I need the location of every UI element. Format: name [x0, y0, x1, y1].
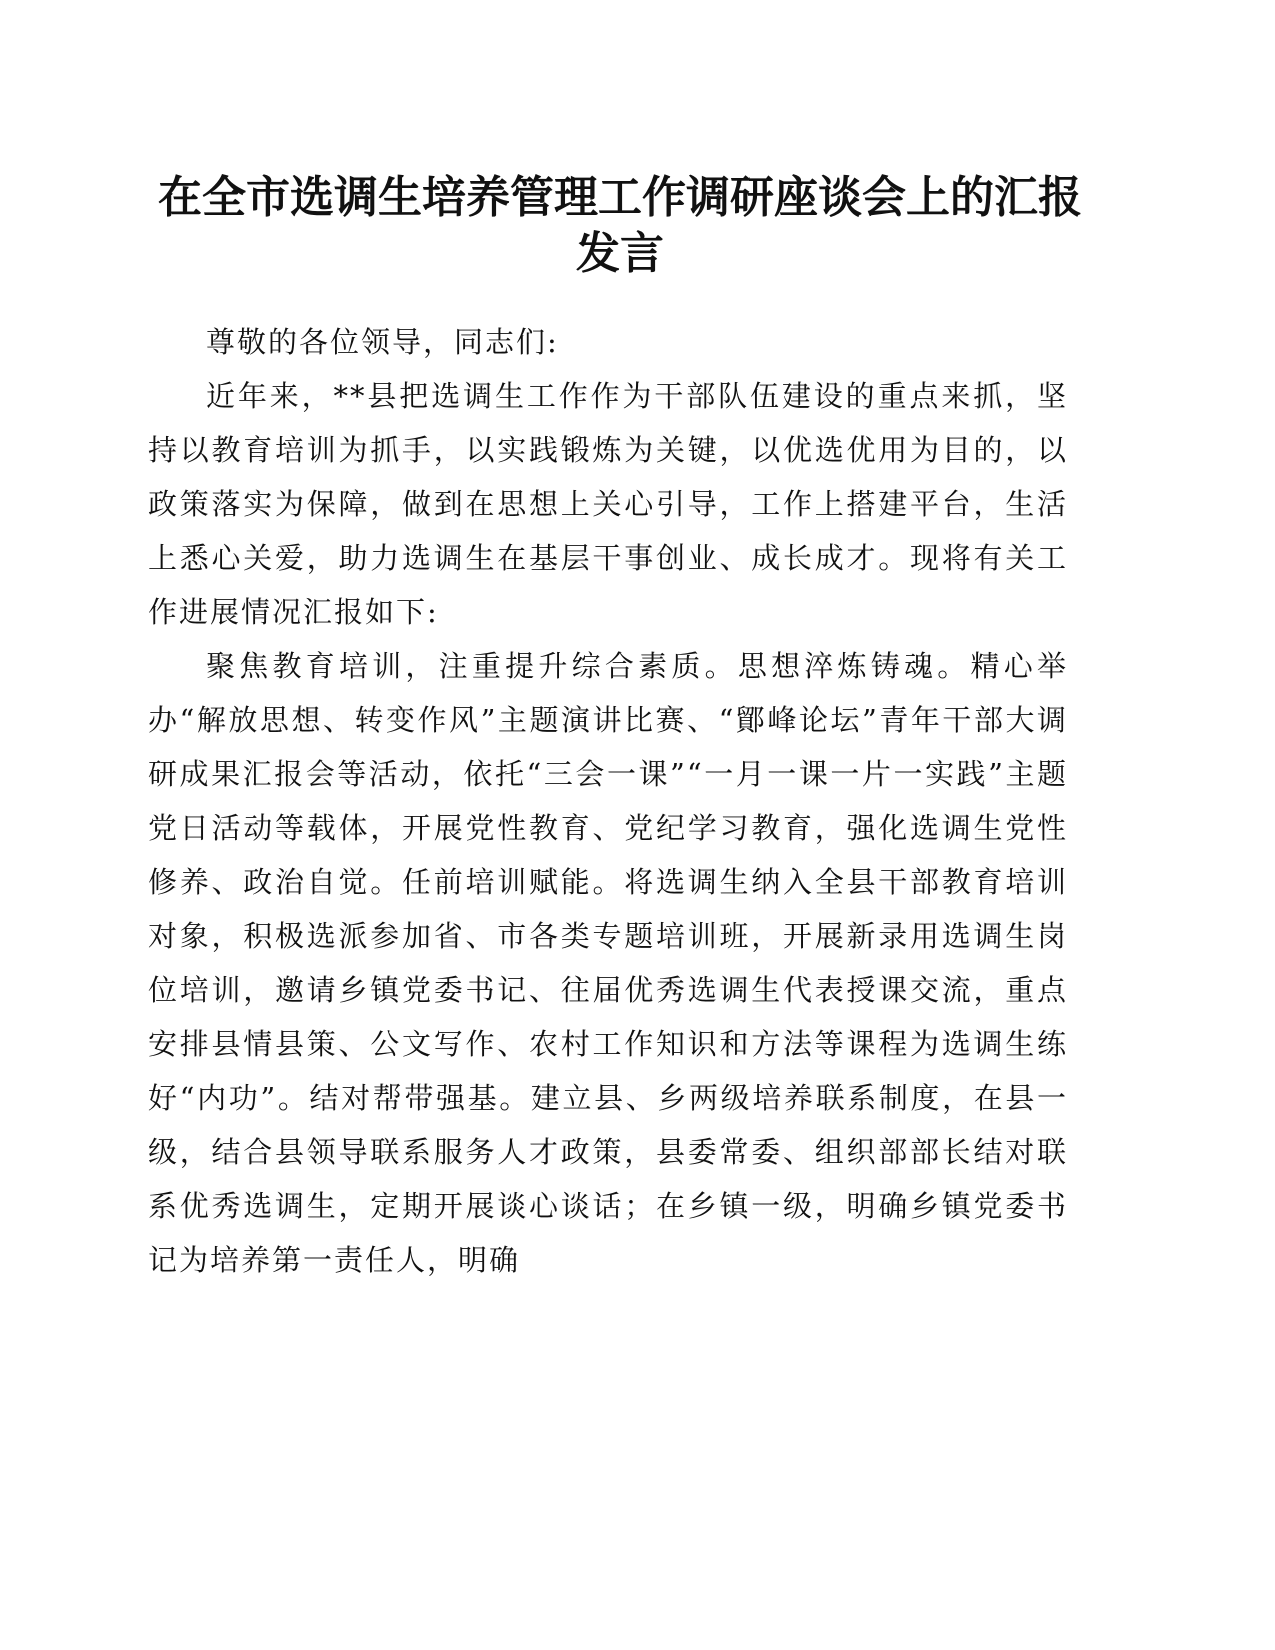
paragraph-salutation: 尊敬的各位领导，同志们: [206, 325, 559, 359]
paragraph-education-training: 聚焦教育培训，注重提升综合素质。思想淬炼铸魂。精心举办“解放思想、转变作风”主题演讲比赛、“鄮峰论坛”青年干部大调研成果汇报会等活动，依托“三会一课”“一月一课一片一实践”主题党日活动等载体，开展党性教育、党纪学习教育，强化选调生党性修养、政治自觉。任前培训赋能。将选调生纳入全县干部教育培训对象，积极选派参加省、市各类专题培训班，开展新录用选调生岗位培训，邀请乡镇党委书记、往届优秀选调生代表授课交流，重点安排县情县策、公文写作、农村工作知识和方法等课程为选调生练好“内功”。结对帮带强基。建立县、乡两级培养联系制度，在县一级，结合县领导联系服务人才政策，县委常委、组织部部长结对联系优秀选调生，定期开展谈心谈话；在乡镇一级，明确乡镇党委书记为培养第一责任人，明确 [148, 649, 1068, 1277]
paragraph-introduction: 近年来，**县把选调生工作作为干部队伍建设的重点来抓，坚持以教育培训为抓手，以实践锻炼为关键，以优选优用为目的，以政策落实为保障，做到在思想上关心引导，工作上搭建平台，生活上悉心关爱，助力选调生在基层干事创业、成长成才。现将有关工作进展情况汇报如下: [148, 379, 1068, 629]
document-title: 在全市选调生培养管理工作调研座谈会上的汇报发言 [158, 172, 1082, 279]
document-body [148, 315, 1068, 1287]
